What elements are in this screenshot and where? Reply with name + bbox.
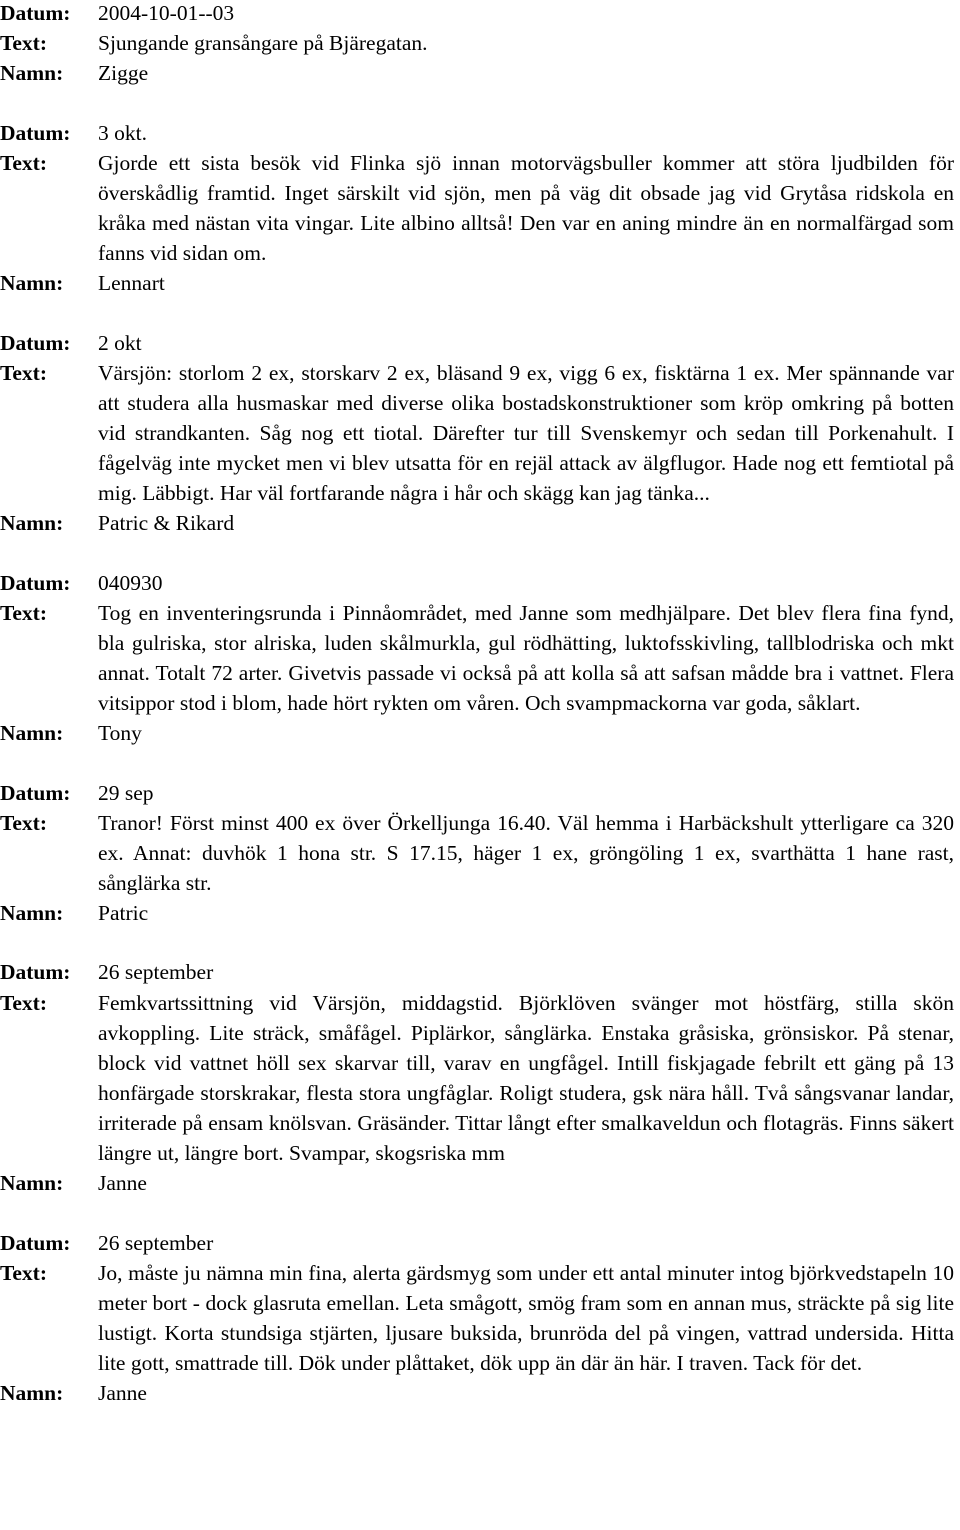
namn-row bbox=[0, 58, 960, 88]
datum-label: Datum: bbox=[0, 120, 71, 145]
datum-label: Datum: bbox=[0, 1, 71, 25]
text-label: Text: bbox=[0, 1260, 47, 1285]
datum-value: 2004-10-01--03 bbox=[98, 1, 235, 25]
datum-row bbox=[0, 328, 960, 358]
datum-row bbox=[0, 957, 960, 987]
text-label: Text: bbox=[0, 150, 47, 175]
entry bbox=[0, 0, 960, 88]
text-value: Femkvartssittning vid Värsjön, middagstid. Björklöven svänger mot höstfärg, stilla skön avkoppling. Lite sträck, småfågel. Piplärkor, sånglärka. Enstaka gråsiska, grönsiskor. På stenar, block vid vattnet höll sex skarvar till, varav en ungfågel. Intill fiskjagade febrilt ett gäng på 13 honfärgade storskrakar, flesta stora ungfåglar. Roligt studera, gsk nära håll. Två sångsvanar landar, irriterade på ensam knölsvan. Gräsänder. Tittar långt efter smalkaveldun och flotagräs. Finns säkert längre ut, längre bort. Svampar, skogsriska mm bbox=[98, 990, 954, 1166]
namn-label: Namn: bbox=[0, 901, 64, 925]
datum-value: 26 september bbox=[98, 1230, 214, 1255]
text-row bbox=[0, 148, 960, 268]
datum-value: 2 okt bbox=[98, 330, 142, 355]
entry bbox=[0, 957, 960, 1198]
text-value: Gjorde ett sista besök vid Flinka sjö innan motorvägsbuller kommer att störa ljudbilden för överskådlig framtid. Inget särskilt vid sjön, men på väg dit obsade jag vid Grytåsa ridskola en kråka med nästan vita vingar. Lite albino alltså! Den var en aning mindre än en normalfärgad som fanns vid sidan om. bbox=[98, 150, 954, 266]
text-row bbox=[0, 1258, 960, 1378]
namn-label: Namn: bbox=[0, 1381, 64, 1406]
namn-label: Namn: bbox=[0, 271, 64, 296]
text-label: Text: bbox=[0, 810, 47, 835]
text-value: Tranor! Först minst 400 ex över Örkelljunga 16.40. Väl hemma i Harbäckshult ytterligare ca 320 ex. Annat: duvhök 1 hona str. S 17.15, häger 1 ex, gröngöling 1 ex, svarthätta 1 hane rast, sånglärka str. bbox=[98, 810, 954, 895]
text-label: Text: bbox=[0, 360, 47, 385]
datum-label: Datum: bbox=[0, 960, 71, 985]
namn-row bbox=[0, 508, 960, 538]
namn-value: Janne bbox=[98, 1171, 147, 1196]
namn-label: Namn: bbox=[0, 511, 64, 536]
namn-row bbox=[0, 898, 960, 928]
namn-label: Namn: bbox=[0, 721, 64, 746]
text-value: Sjungande gransångare på Bjäregatan. bbox=[98, 31, 428, 56]
namn-row bbox=[0, 718, 960, 748]
text-label: Text: bbox=[0, 600, 47, 625]
entry bbox=[0, 1228, 960, 1409]
datum-value: 29 sep bbox=[98, 780, 154, 805]
entry bbox=[0, 778, 960, 928]
namn-row bbox=[0, 1168, 960, 1198]
datum-value: 26 september bbox=[98, 960, 214, 985]
datum-row bbox=[0, 118, 960, 148]
namn-value: Janne bbox=[98, 1381, 147, 1406]
text-value: Jo, måste ju nämna min fina, alerta gärdsmyg som under ett antal minuter intog björkvedstapeln 10 meter bort - dock glasruta emellan. Leta smågott, smög fram som en annan mus, sträckte på sig lite lustigt. Korta stundsiga stjärten, ljusare buksida, brunröda del på vingen, vattrad undersida. Hitta lite gott, smattrade till. Dök under plåttaket, dök upp än där än här. I traven. Tack för det. bbox=[98, 1260, 954, 1375]
text-label: Text: bbox=[0, 990, 47, 1015]
entry bbox=[0, 568, 960, 749]
namn-row bbox=[0, 1378, 960, 1408]
datum-row bbox=[0, 568, 960, 598]
text-value: Värsjön: storlom 2 ex, storskarv 2 ex, bläsand 9 ex, vigg 6 ex, fisktärna 1 ex. Mer spännande var att studera alla husmaskar med diverse olika bostadskonstruktioner som kröp omkring på botten vid strandkanten. Såg nog ett tiotal. Därefter tur till Svenskemyr och sedan till Porkenahult. I fågelväg inte mycket men vi blev utsatta för en rejäl attack av älgflugor. Hade nog ett femtiotal på mig. Läbbigt. Har väl fortfarande några i hår och skägg kan jag tänka... bbox=[98, 360, 954, 506]
datum-row bbox=[0, 0, 960, 28]
datum-label: Datum: bbox=[0, 330, 71, 355]
namn-value: Lennart bbox=[98, 271, 165, 296]
text-label: Text: bbox=[0, 31, 47, 56]
entry bbox=[0, 328, 960, 539]
namn-label: Namn: bbox=[0, 61, 64, 86]
datum-label: Datum: bbox=[0, 1230, 71, 1255]
datum-label: Datum: bbox=[0, 780, 71, 805]
text-value: Tog en inventeringsrunda i Pinnåområdet, med Janne som medhjälpare. Det blev flera fina fynd, bla gulriska, stor alriska, luden skålmurkla, gul rödhätting, luktofsskivling, tallblodriska och mkt annat. Totalt 72 arter. Givetvis passade vi också på att kolla så att safsan mådde bra i vattnet. Flera vitsippor stod i blom, hade hört rykten om våren. Och svampmackorna var goda, såklart. bbox=[98, 600, 954, 716]
entry bbox=[0, 118, 960, 299]
text-row bbox=[0, 598, 960, 718]
namn-value: Patric & Rikard bbox=[98, 511, 235, 536]
namn-value: Patric bbox=[98, 901, 149, 925]
datum-row bbox=[0, 778, 960, 808]
namn-value: Zigge bbox=[98, 61, 149, 86]
datum-row bbox=[0, 1228, 960, 1258]
text-row bbox=[0, 808, 960, 898]
text-row bbox=[0, 28, 960, 58]
datum-value: 3 okt. bbox=[98, 120, 147, 145]
namn-label: Namn: bbox=[0, 1171, 64, 1196]
datum-value: 040930 bbox=[98, 570, 163, 595]
namn-row bbox=[0, 268, 960, 298]
text-row bbox=[0, 988, 960, 1169]
text-row bbox=[0, 358, 960, 508]
namn-value: Tony bbox=[98, 721, 142, 746]
datum-label: Datum: bbox=[0, 570, 71, 595]
